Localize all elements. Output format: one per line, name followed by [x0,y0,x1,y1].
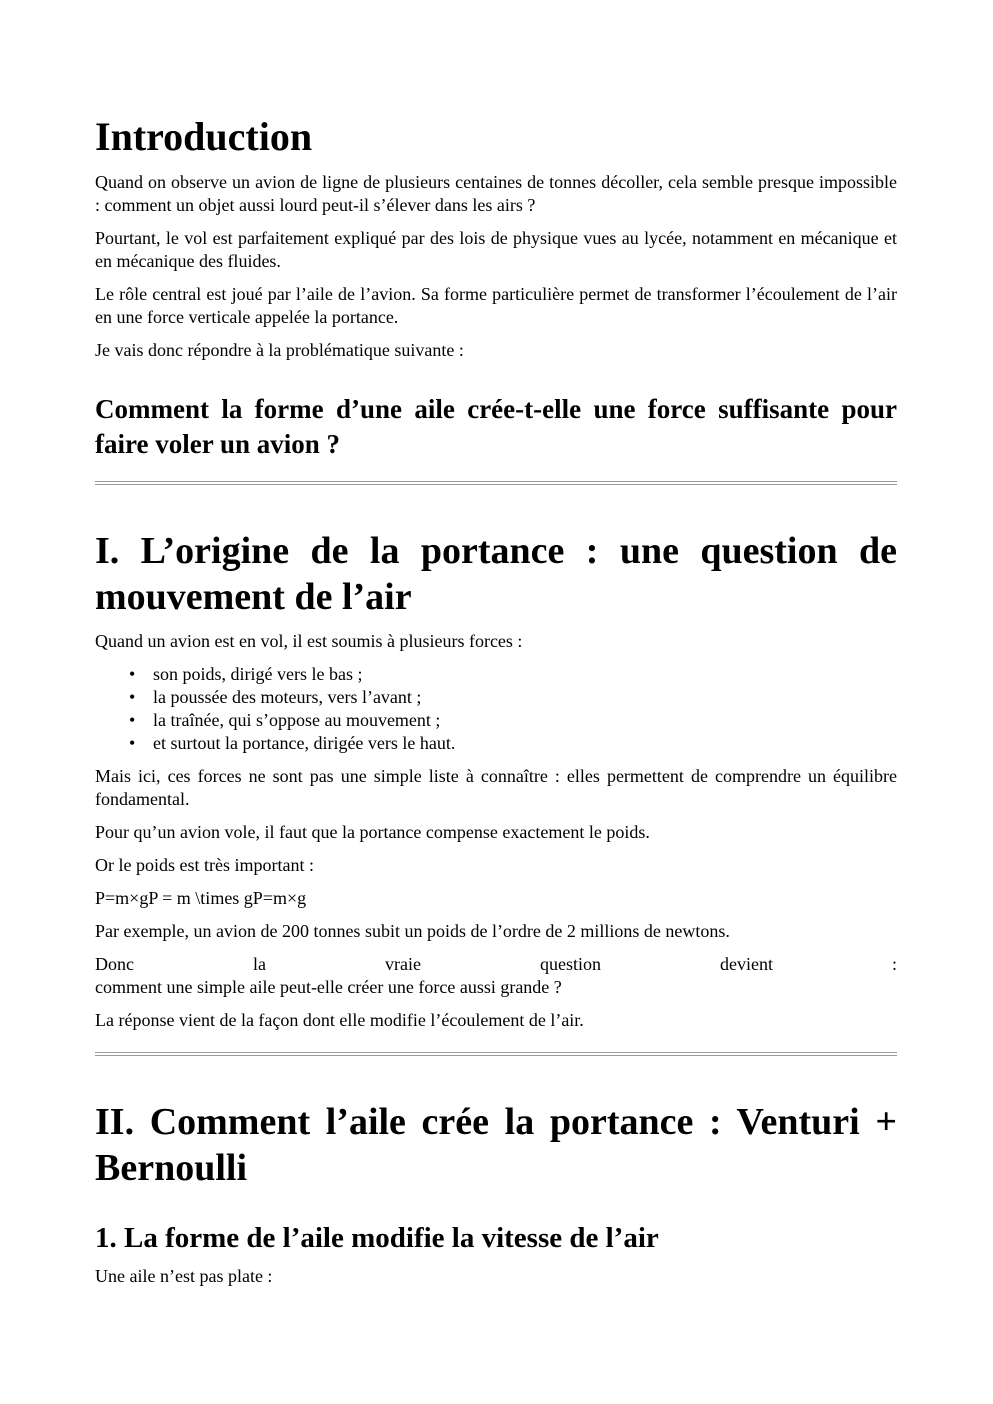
section-1-paragraph-3: Pour qu’un avion vole, il faut que la portance compense exactement le poids. [95,822,650,842]
list-item: • la poussée des moteurs, vers l’avant ; [129,687,422,707]
forces-list [95,663,897,755]
section-1-paragraph-4: Or le poids est très important : [95,855,314,875]
section-1-paragraph-7: La réponse vient de la façon dont elle modifie l’écoulement de l’air. [95,1010,584,1030]
section-1-heading: I. L’origine de la portance : une question de mouvement de l’air [95,530,897,618]
problem-statement: Comment la forme d’une aile crée-t-elle une force suffisante pour faire voler un avion ? [95,394,897,459]
bullet-icon: • [129,710,136,730]
bullet-icon: • [129,687,136,707]
section-1-paragraph-6-line-1: Donc la vraie question devient : [95,954,897,974]
section-divider-2 [95,1052,897,1056]
intro-paragraph-3: Le rôle central est joué par l’aile de l’avion. Sa forme particulière permet de transformer l’écoulement de l’air en une force verticale appelée la portance. [95,284,897,327]
list-item: • son poids, dirigé vers le bas ; [129,664,363,684]
bullet-icon: • [129,664,136,684]
list-item: • la traînée, qui s’oppose au mouvement ; [129,710,441,730]
bullet-icon: • [129,733,136,753]
intro-paragraph-2: Pourtant, le vol est parfaitement expliqué par des lois de physique vues au lycée, notamment en mécanique et en mécanique des fluides. [95,228,897,271]
section-1-paragraph-2: Mais ici, ces forces ne sont pas une simple liste à connaître : elles permettent de comprendre un équilibre fondamental. [95,766,897,809]
section-1-paragraph-5: Par exemple, un avion de 200 tonnes subit un poids de l’ordre de 2 millions de newtons. [95,921,730,941]
section-1-paragraph-6-line-2: comment une simple aile peut-elle créer une force aussi grande ? [95,977,562,997]
subsection-1-heading: 1. La forme de l’aile modifie la vitesse de l’air [95,1222,659,1254]
section-1-paragraph-1: Quand un avion est en vol, il est soumis à plusieurs forces : [95,631,523,651]
intro-heading: Introduction [95,114,313,159]
section-divider-1 [95,481,897,485]
intro-paragraph-1: Quand on observe un avion de ligne de plusieurs centaines de tonnes décoller, cela semble presque impossible : comment un objet aussi lourd peut-il s’élever dans les airs ? [95,172,897,215]
section-2-heading: II. Comment l’aile crée la portance : Venturi + Bernoulli [95,1101,897,1189]
subsection-1-paragraph-1: Une aile n’est pas plate : [95,1266,273,1286]
list-item: • et surtout la portance, dirigée vers le haut. [129,733,456,753]
intro-paragraph-4: Je vais donc répondre à la problématique suivante : [95,340,464,360]
weight-formula: P=m×gP = m \times gP=m×g [95,888,307,908]
